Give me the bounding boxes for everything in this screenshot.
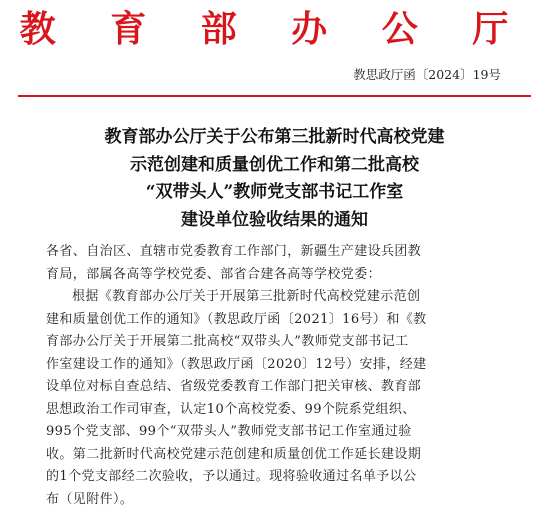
body-line: 的1个党支部经二次验收，予以通过。现将验收通过名单予以公: [46, 466, 506, 489]
red-divider-line: [18, 95, 531, 97]
title-line: “双带头人”教师党支部书记工作室: [20, 179, 529, 207]
title-line: 示范创建和质量创优工作和第二批高校: [20, 152, 529, 180]
notice-title: [20, 124, 529, 234]
addressee-line: 育局，部属各高等学校党委、部省合建各高等学校党委：: [46, 264, 506, 287]
body-line: 育部办公厅关于开展第二批高校“双带头人”教师党支部书记工: [46, 331, 506, 354]
document-number: 教思政厅函〔2024〕19号: [353, 66, 501, 84]
body-line: 收。第二批新时代高校党建示范创建和质量创优工作延长建设期: [46, 444, 506, 467]
body-line: 根据《教育部办公厅关于开展第三批新时代高校党建示范创: [46, 286, 506, 309]
body-line: 设单位对标自查总结、省级党委教育工作部门把关审核、教育部: [46, 376, 506, 399]
body-line: 思想政治工作司审查，认定10个高校党委、99个院系党组织、: [46, 399, 506, 422]
notice-body: [46, 241, 506, 511]
title-line: 教育部办公厅关于公布第三批新时代高校党建: [20, 124, 529, 152]
body-line: 995个党支部、99个“双带头人”教师党支部书记工作室通过验: [46, 421, 506, 444]
title-line: 建设单位验收结果的通知: [20, 207, 529, 235]
addressee-line: 各省、自治区、直辖市党委教育工作部门，新疆生产建设兵团教: [46, 241, 506, 264]
body-line: 建和质量创优工作的通知》（教思政厅函〔2021〕16号）和《教: [46, 309, 506, 332]
body-line: 布（见附件）。: [46, 489, 506, 511]
issuer-masthead: 教 育 部 办 公 厅: [0, 6, 549, 52]
body-line: 作室建设工作的通知》（教思政厅函〔2020〕12号）安排，经建: [46, 354, 506, 377]
